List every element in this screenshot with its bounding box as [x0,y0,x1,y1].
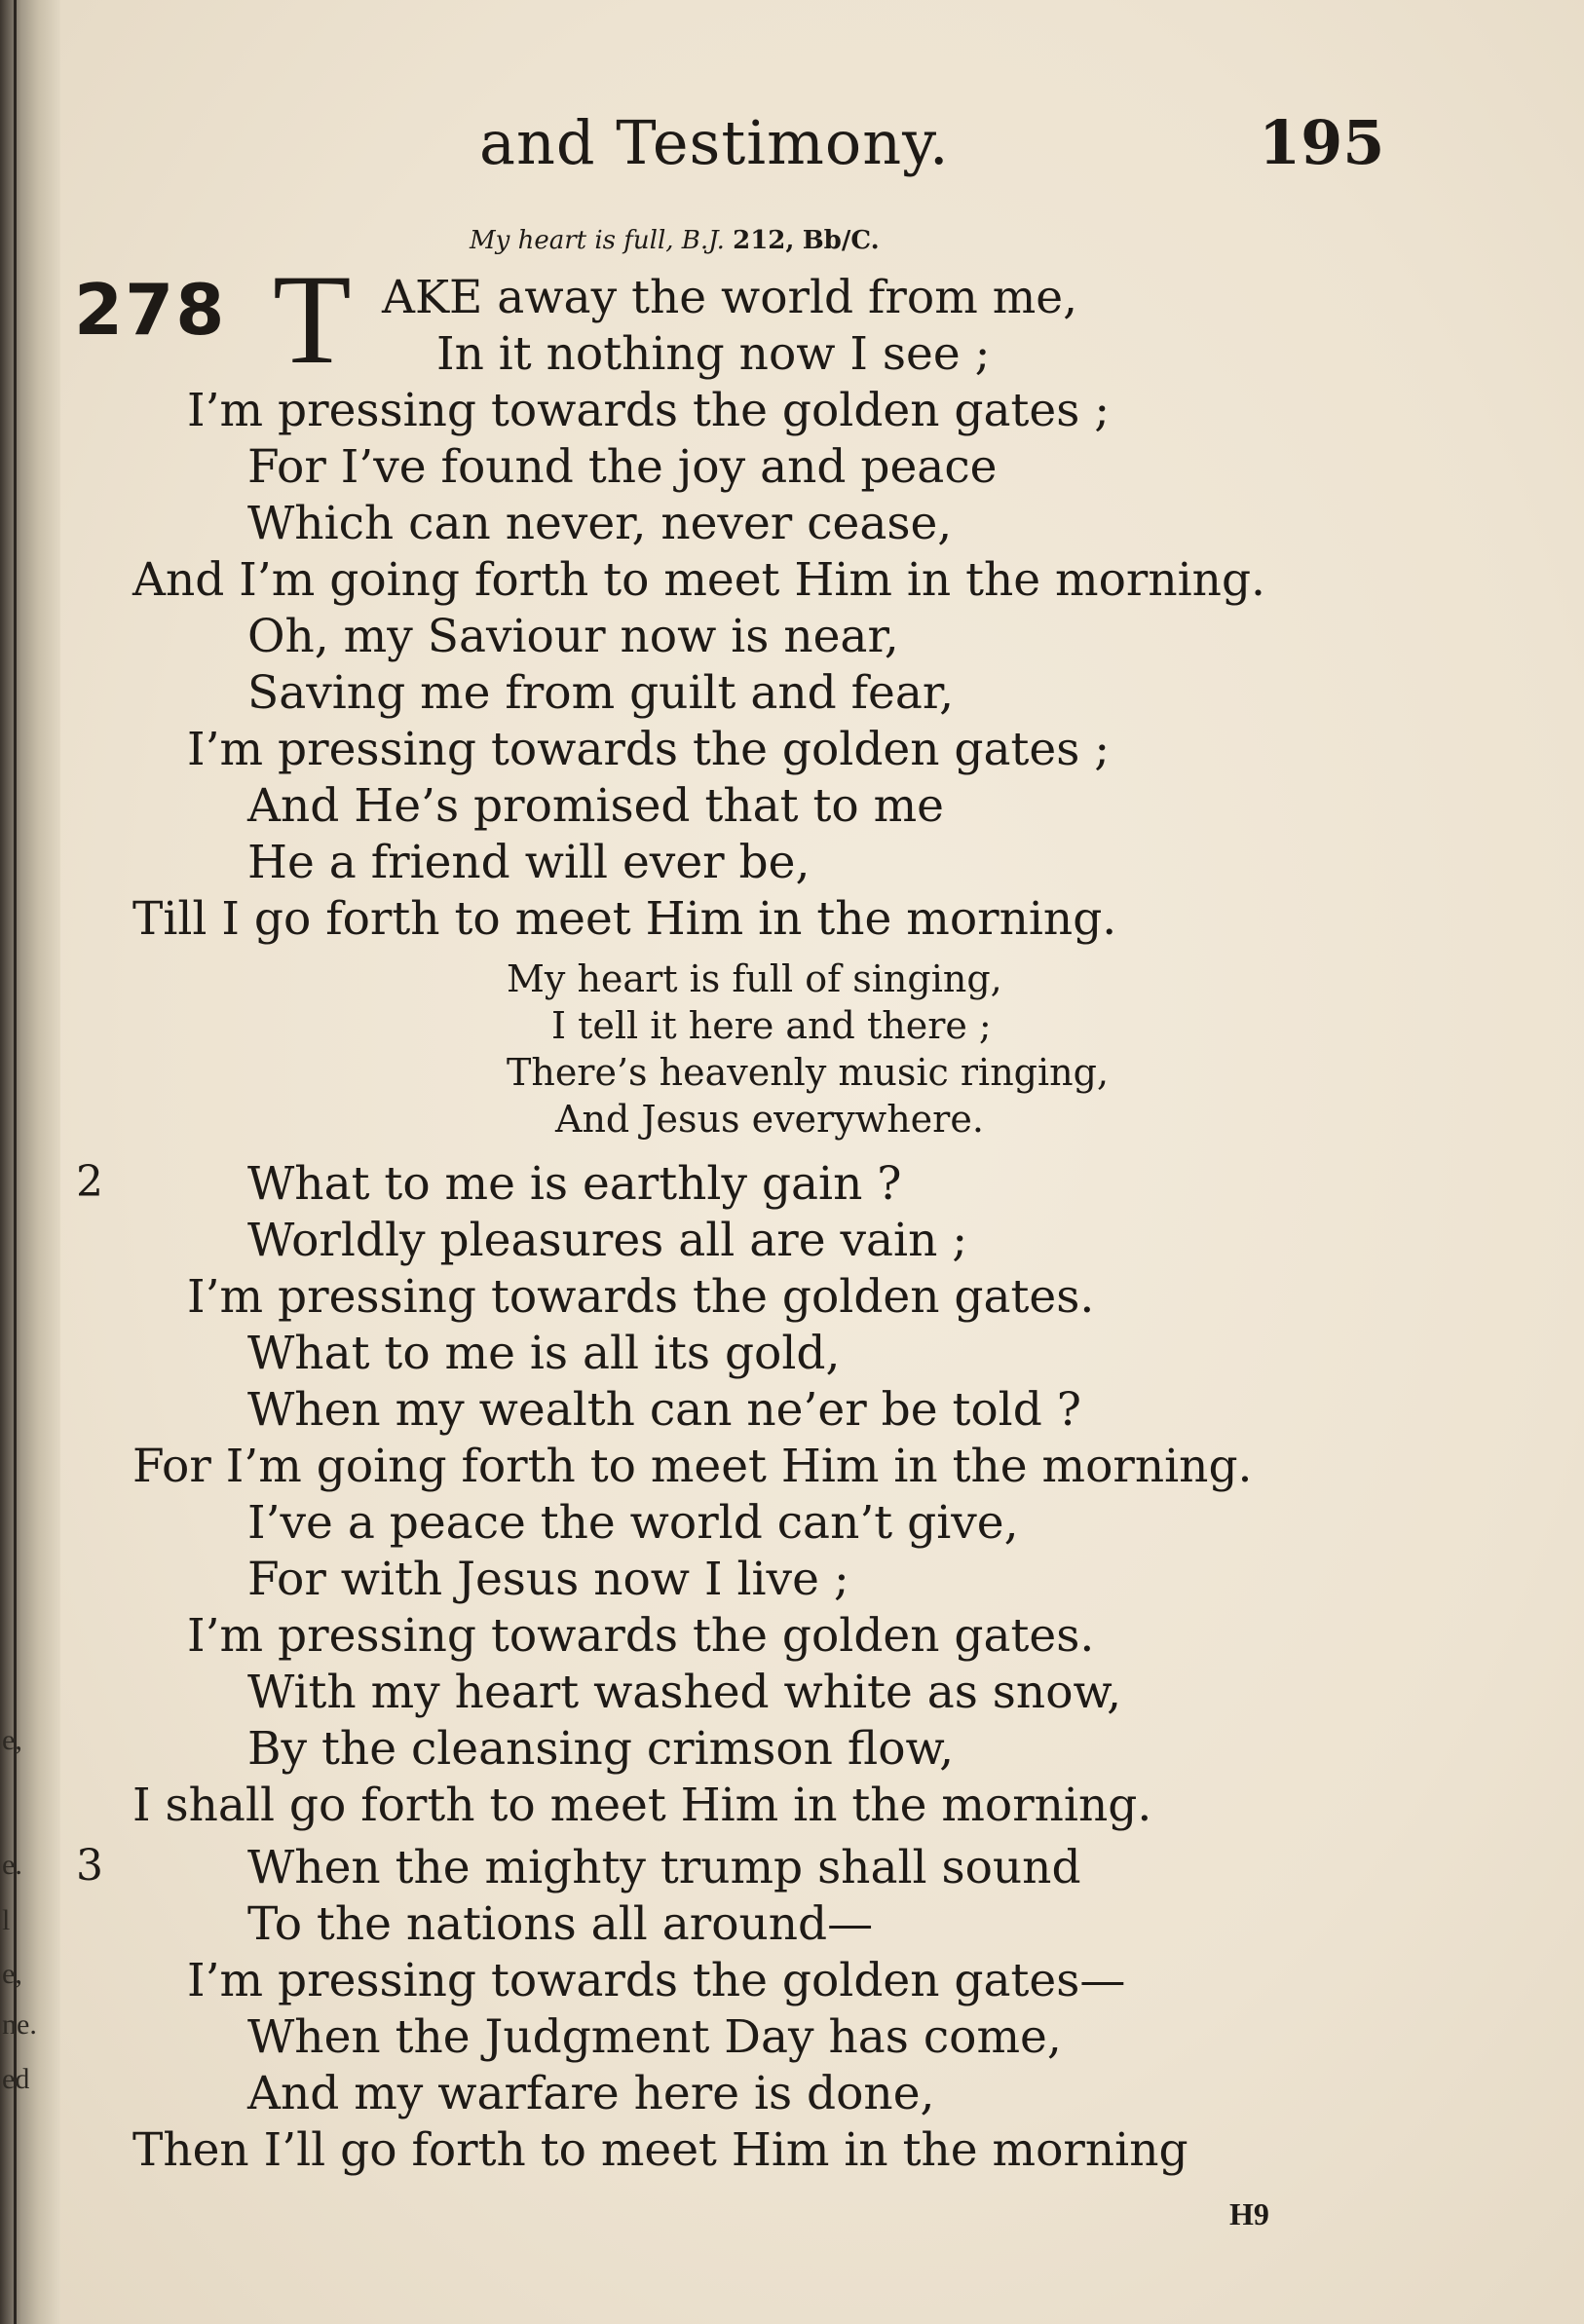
hymn-line: He a friend will ever be, [247,836,811,889]
adjacent-page-fragment: ed [2,2063,30,2095]
hymn-line: Which can never, never cease, [247,497,953,550]
hymn-line: Then I’ll go forth to meet Him in the morning [132,2123,1188,2177]
hymn-number: 278 [74,269,227,351]
hymn-line: I’m pressing towards the golden gates ; [187,384,1111,437]
tune-reference [470,226,880,255]
hymn-line: For I’m going forth to meet Him in the morning. [132,1440,1253,1493]
page-number: 195 [1259,107,1385,178]
hymn-line: I’m pressing towards the golden gates ; [187,723,1111,776]
hymn-line: I’ve a peace the world can’t give, [247,1496,1019,1550]
verse-number: 3 [76,1841,103,1891]
hymn-line: By the cleansing crimson flow, [247,1722,955,1776]
adjacent-page-fragment: e, [2,1724,22,1756]
hymn-line: I’m pressing towards the golden gates. [187,1270,1095,1324]
hymn-line: When the mighty trump shall sound [247,1841,1081,1894]
adjacent-page-fragment: e. [2,1849,22,1881]
hymn-line: I’m pressing towards the golden gates. [187,1609,1095,1663]
hymn-line: To the nations all around— [247,1897,874,1951]
adjacent-page-fragment: ne. [2,2008,37,2041]
hymn-line: And my warfare here is done, [247,2067,935,2120]
hymn-line: AKE away the world from me, [382,271,1078,324]
drop-cap: T [273,247,352,391]
adjacent-page-fragment: l [2,1904,11,1936]
hymn-line: I shall go forth to meet Him in the morning. [132,1779,1152,1832]
tune-key: Bb/C. [802,226,880,255]
hymn-line: And I’m going forth to meet Him in the morning. [132,553,1265,607]
running-header [0,107,1584,185]
hymn-line: For I’ve found the joy and peace [247,440,998,494]
hymn-line: Till I go forth to meet Him in the morning. [132,892,1117,946]
hymn-line: In it nothing now I see ; [436,327,991,381]
hymn-line: With my heart washed white as snow, [247,1666,1122,1719]
printer-signature: H9 [1229,2196,1269,2231]
adjacent-page-fragment: e, [2,1958,22,1990]
hymn-line: What to me is earthly gain ? [247,1157,902,1211]
hymn-line: Saving me from guilt and fear, [247,666,955,720]
tune-text: My heart is full, B.J. [470,226,725,255]
hymn-line: What to me is all its gold, [247,1327,841,1380]
hymn-line: When the Judgment Day has come, [247,2010,1062,2064]
chorus-line: There’s heavenly music ringing, [507,1051,1110,1094]
hymn-line: For with Jesus now I live ; [247,1553,849,1606]
hymn-line: I’m pressing towards the golden gates— [187,1954,1126,2007]
header-title: and Testimony. [479,107,950,178]
hymn-line: When my wealth can ne’er be told ? [247,1383,1081,1437]
chorus-line: And Jesus everywhere. [555,1098,984,1141]
verse-number: 2 [76,1157,103,1207]
chorus-line: My heart is full of singing, [507,957,1002,1000]
hymn-line: Worldly pleasures all are vain ; [247,1214,968,1267]
hymn-line: And He’s promised that to me [247,779,944,833]
hymn-line: Oh, my Saviour now is near, [247,610,899,663]
tune-number: 212, [733,226,795,255]
chorus-line: I tell it here and there ; [551,1004,992,1047]
